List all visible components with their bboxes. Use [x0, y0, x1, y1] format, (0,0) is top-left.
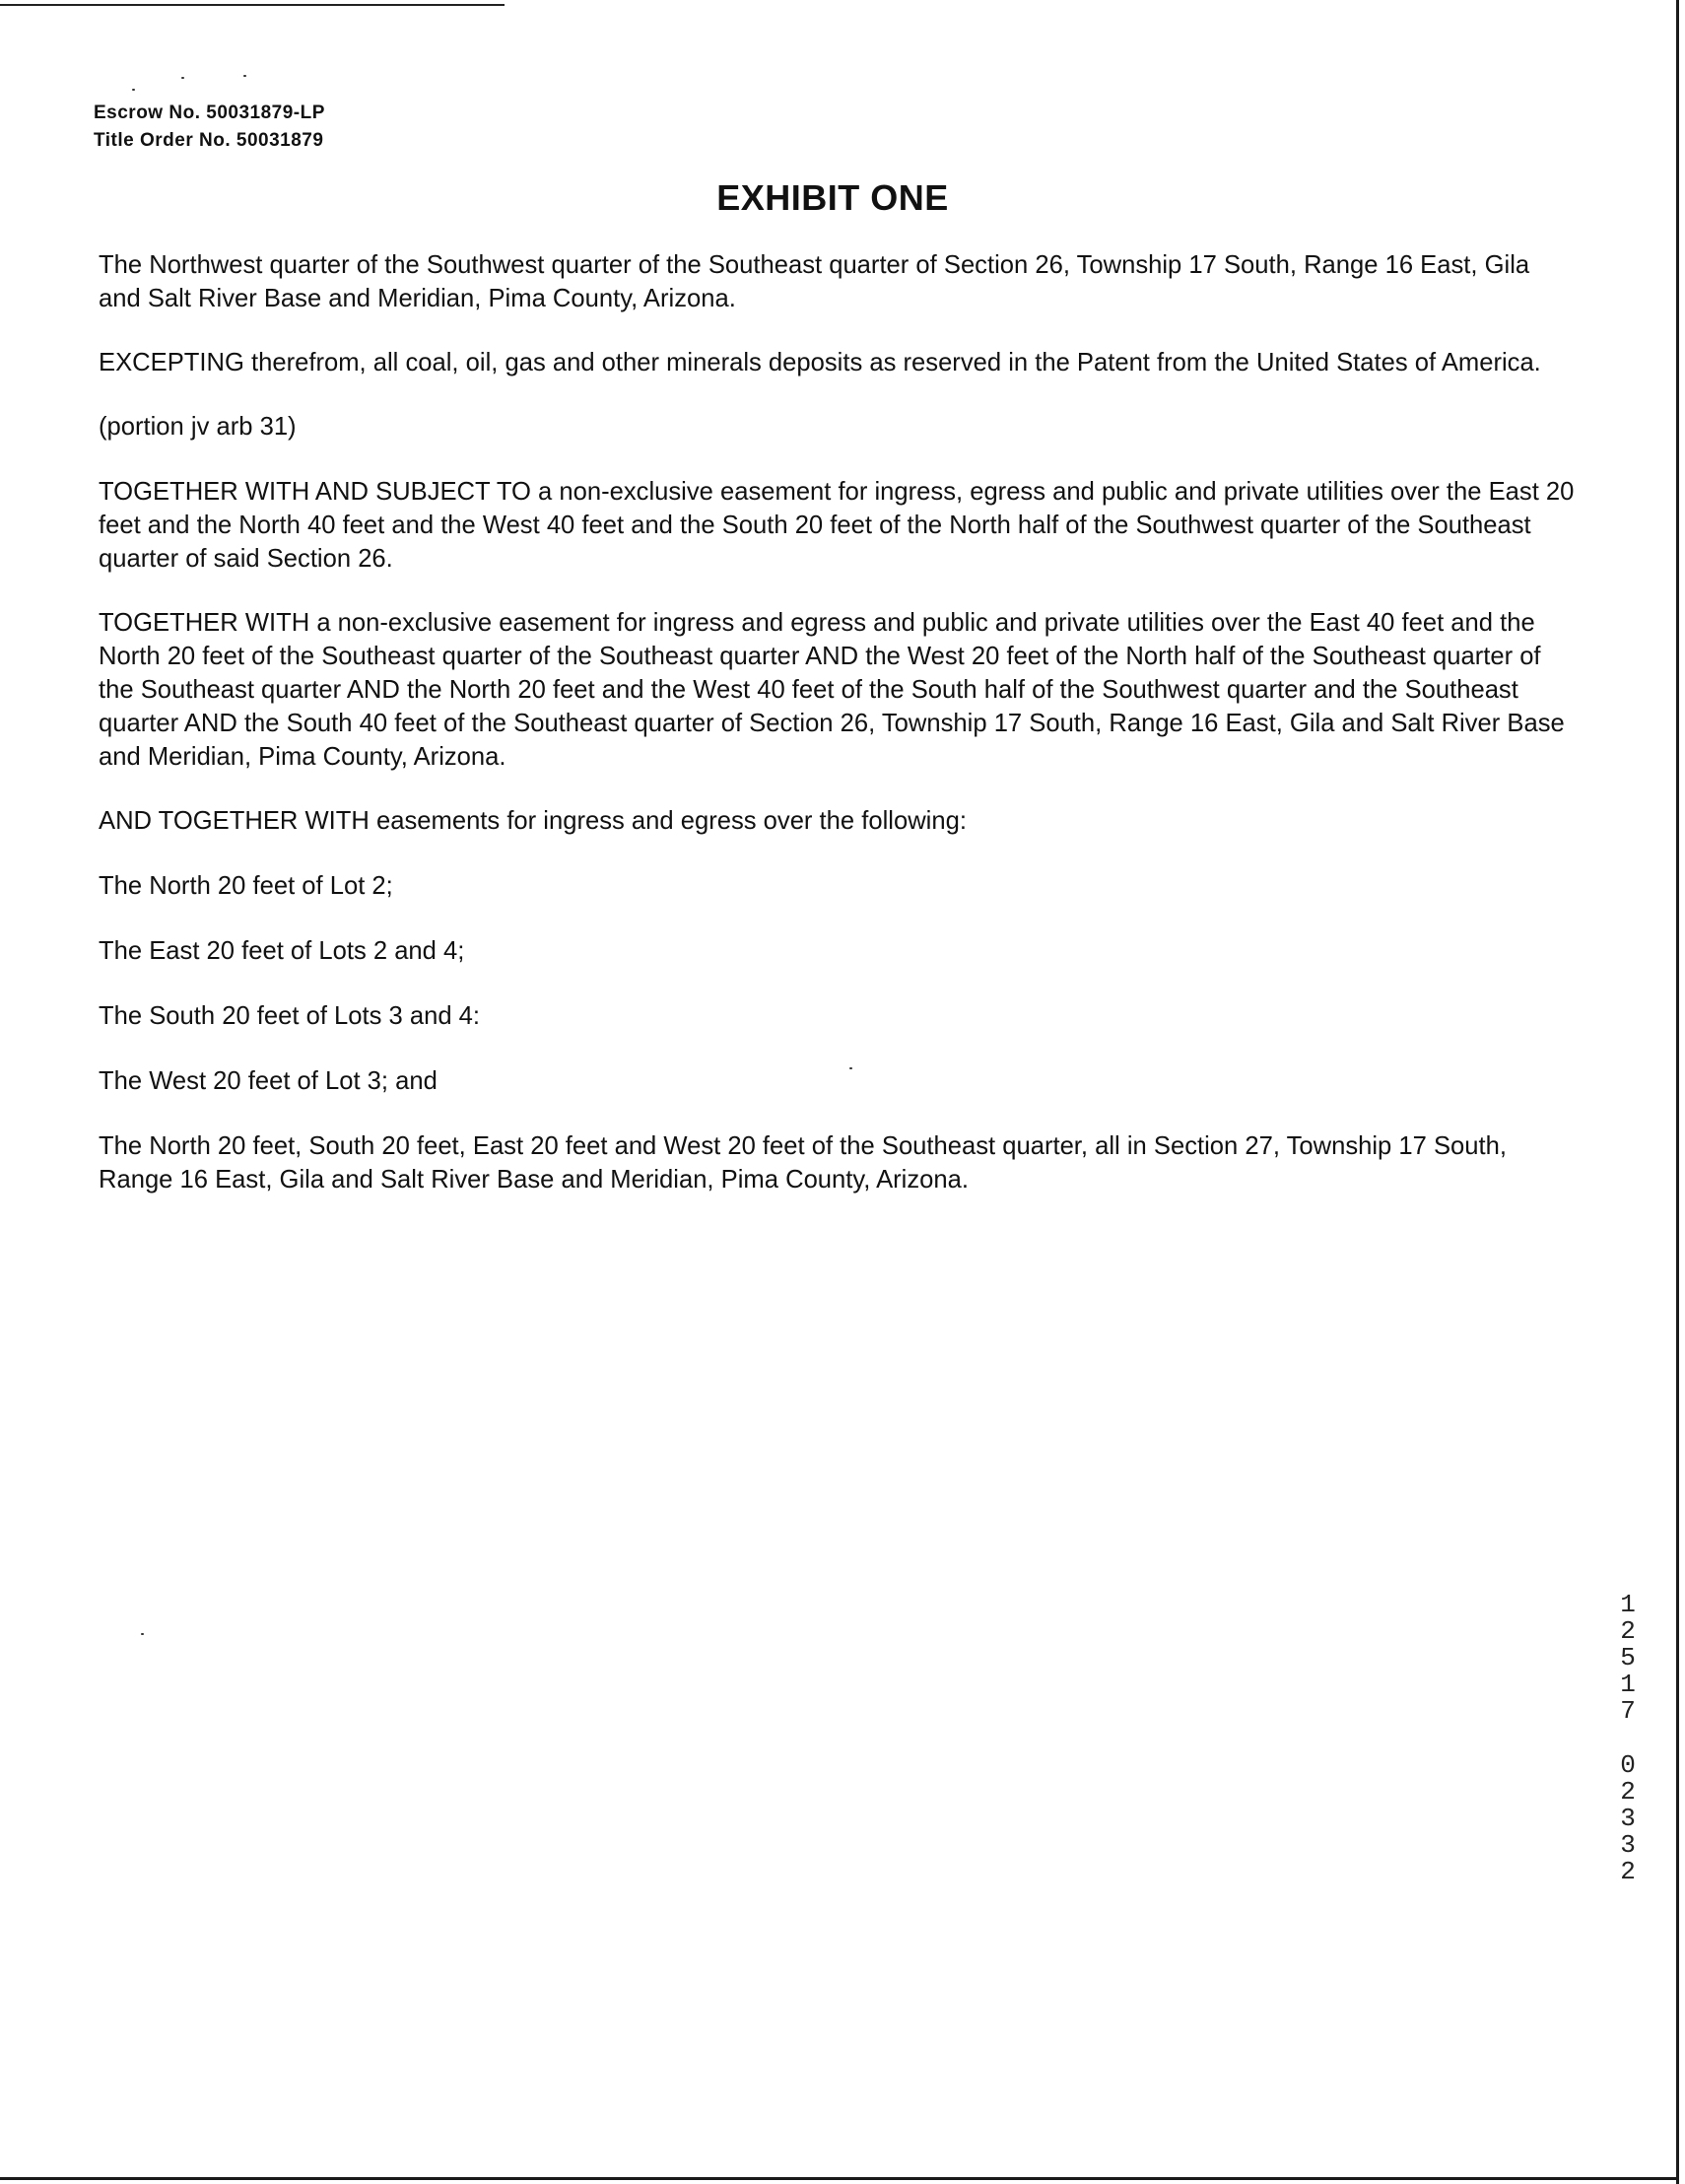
recording-digit: 1 — [1620, 1590, 1636, 1619]
legal-description — [99, 248, 1577, 1227]
recording-digit: 3 — [1620, 1804, 1636, 1833]
scan-edge-bottom — [0, 2177, 1679, 2180]
easement-item: The West 20 feet of Lot 3; and — [99, 1067, 438, 1095]
scan-speck — [141, 1633, 144, 1635]
easement-item: The South 20 feet of Lots 3 and 4: — [99, 1002, 481, 1030]
scan-speck — [132, 89, 135, 91]
parcel-description: The Northwest quarter of the Southwest quarter of the Southeast quarter of Section 26, Township 17 South, Range 16 East, Gila and Salt River Base and Meridian, Pima County, Arizona. — [99, 251, 1530, 312]
escrow-number: Escrow No. 50031879-LP — [94, 102, 325, 123]
easement-item: The North 20 feet of Lot 2; — [99, 872, 393, 900]
recording-digit: 3 — [1620, 1830, 1636, 1860]
scan-speck — [243, 75, 246, 77]
recording-gap — [1613, 1725, 1643, 1752]
recording-digit: 2 — [1620, 1777, 1636, 1807]
easement-intro: AND TOGETHER WITH easements for ingress and egress over the following: — [99, 807, 967, 835]
scan-speck — [181, 77, 184, 79]
recording-digit: 7 — [1620, 1696, 1636, 1726]
recording-digit: 5 — [1620, 1643, 1636, 1672]
title-order-number: Title Order No. 50031879 — [94, 130, 324, 151]
recording-digit: 2 — [1620, 1857, 1636, 1886]
recording-digit: 1 — [1620, 1670, 1636, 1699]
scan-edge-top — [0, 4, 505, 6]
easement-clause-1: TOGETHER WITH AND SUBJECT TO a non-exclusive easement for ingress, egress and public and private utilities over the East 20 feet and the North 40 feet and the West 40 feet and the South 20 feet of the North half of the Southwest quarter of the Southeast quarter of said Section 26. — [99, 478, 1575, 573]
easement-item: The East 20 feet of Lots 2 and 4; — [99, 937, 465, 965]
recording-digit: 0 — [1620, 1750, 1636, 1780]
recording-number — [1613, 1592, 1643, 1885]
mineral-exception: EXCEPTING therefrom, all coal, oil, gas and other minerals deposits as reserved in the Patent from the United States of America. — [99, 349, 1541, 376]
reference-numbers — [94, 100, 325, 155]
document-title: EXHIBIT ONE — [716, 177, 949, 218]
easement-final: The North 20 feet, South 20 feet, East 20 feet and West 20 feet of the Southeast quarter, all in Section 27, Township 17 South, Range 16 East, Gila and Salt River Base and Meridian, Pima County, Arizona. — [99, 1132, 1507, 1194]
portion-note: (portion jv arb 31) — [99, 413, 297, 441]
easement-clause-2: TOGETHER WITH a non-exclusive easement for ingress and egress and public and private utilities over the East 40 feet and the North 20 feet of the Southeast quarter of the Southeast quarter AND the West 20 feet of the North half of the Southeast quarter of the Southeast quarter AND the North 20 feet and the West 40 feet of the South half of the Southwest quarter and the Southeast quarter AND the South 40 feet of the Southeast quarter of Section 26, Township 17 South, Range 16 East, Gila and Salt River Base and Meridian, Pima County, Arizona. — [99, 609, 1565, 771]
recording-digit: 2 — [1620, 1616, 1636, 1646]
scan-edge-right — [1676, 0, 1679, 2184]
